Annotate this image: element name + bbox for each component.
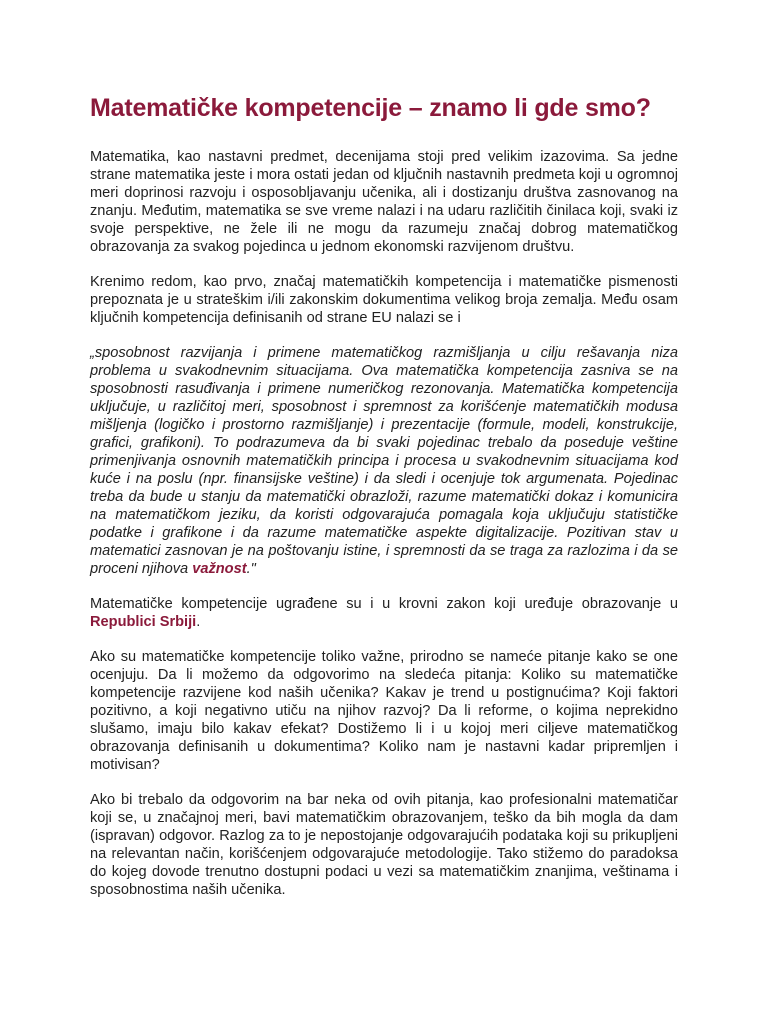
law-text: Matematičke kompetencije ugrađene su i u krovni zakon koji uređuje obrazovanje u (90, 596, 678, 612)
paragraph-law (90, 595, 678, 631)
link-republici-srbiji[interactable]: Republici Srbiji (90, 614, 197, 630)
law-end: . (196, 614, 201, 630)
paragraph-questions: Ako su matematičke kompetencije toliko važne, prirodno se nameće pitanje kako se one ocenjuju. Da li možemo da odgovorimo na sledeća pitanja: Koliko su matematičke kompetencije razvijene kod naših učenika? Kakav je trend u postignućima? Koji faktori pozitivno, a koji negativno utiču na njihov razvoj? Da li reforme, o kojima neprekidno slušamo, imaju bilo kakav efekat? Dostižemo li i u kojoj meri ciljeve matematičkog obrazovanja definisanih u dokumentima? Koliko nam je nastavni kadar pripremljen i motivisan? (90, 649, 678, 773)
quote-link-vaznost[interactable]: važnost (192, 561, 247, 577)
article-title: Matematičke kompetencije – znamo li gde smo? (90, 94, 651, 122)
paragraph-intro: Matematika, kao nastavni predmet, decenijama stoji pred velikim izazovima. Sa jedne strane matematika jeste i mora ostati jedan od ključnih nastavnih predmeta koji u ogromnoj meri doprinosi razvoju i osposobljavanju učenika, ali i dostizanju društva zasnovanog na znanju. Međutim, matematika se sve vreme nalazi i na udaru različitih činilaca koji, svaki iz svoje perspektive, ne žele ili ne mogu da razumeju značaj dobrog matematičkog obrazovanja za svakog pojedinca u jednom ekonomski razvijenom društvu. (90, 149, 678, 255)
quote-text: „sposobnost razvijanja i primene matematičkog razmišljanja u cilju rešavanja niza problema u svakodnevnim situacijama. Ova matematička kompetencija zasniva se na sposobnosti rasuđivanja i primene numeričkog rezonovanja. Matematička kompetencija uključuje, u različitoj meri, sposobnost i spremnost za korišćenje matematičkih modusa mišljenja (logičko i prostorno razmišljanje) i prezentacije (formule, modeli, konstrukcije, grafici, grafikoni). To podrazumeva da bi svaki pojedinac trebalo da poseduje veštine primenjivanja osnovnih matematičkih principa i procesa u svakodnevnim situacijama kod kuće i na poslu (npr. finansijske veštine) i da sledi i ocenjuje tok argumenata. Pojedinac treba da bude u stanju da matematički obrazloži, razume matematički dokaz i komunicira na matematičkom jeziku, da koristi odgovarajuća pomagala koja uključuju statističke podatke i grafikone i da razume matematičke aspekte digitalizacije. Pozitivan stav u matematici zasnovan je na poštovanju istine, i spremnosti da se traga za razlozima i da se proceni njihova (90, 345, 678, 577)
paragraph-answer: Ako bi trebalo da odgovorim na bar neka od ovih pitanja, kao profesionalni matematičar koji se, u značajnoj meri, bavi matematičkim obrazovanjem, teško da bih mogla da dam (ispravan) odgovor. Razlog za to je nepostojanje odgovarajućih podataka koji su prikupljeni na relevantan način, korišćenjem odgovarajuće metodologije. Tako stižemo do paradoksa do kojeg dovode trenutno dostupni podaci u vezi sa matematičkim znanjima, veštinama i sposobnostima naših učenika. (90, 792, 678, 898)
quote-end: ." (246, 561, 256, 577)
paragraph-competencies: Krenimo redom, kao prvo, značaj matematičkih kompetencija i matematičke pismenosti prepoznata je u strateškim i/ili zakonskim dokumentima velikog broja zemalja. Među osam ključnih kompetencija definisanih od strane EU nalazi se i (90, 274, 678, 326)
eu-quote (90, 344, 678, 578)
